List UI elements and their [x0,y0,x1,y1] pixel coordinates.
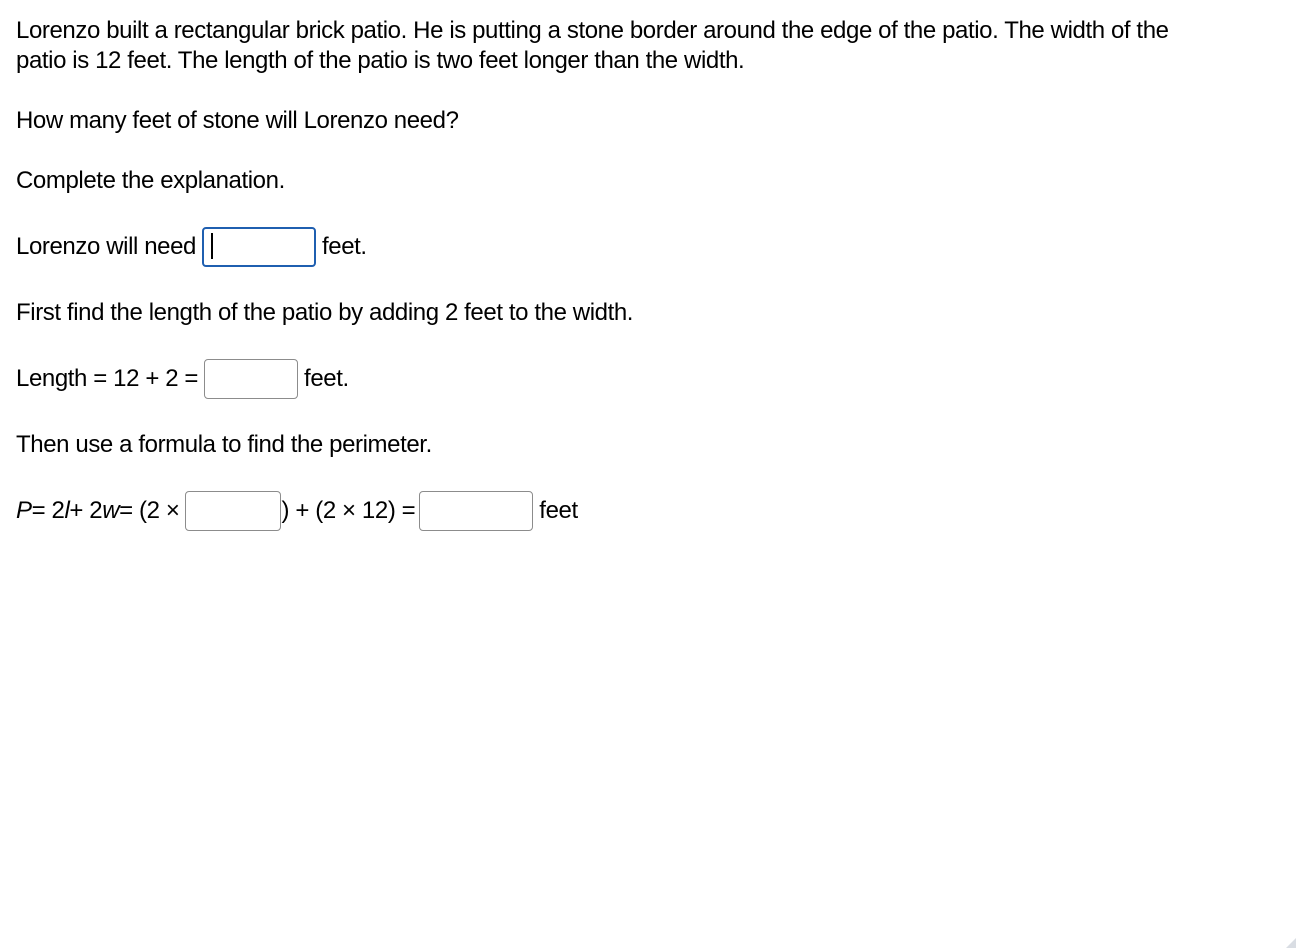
total-feet-input[interactable] [202,227,316,267]
formula-equals-2: = 2 [31,497,65,524]
formula-equals-open: = (2 × [119,497,180,524]
instruction-text: Complete the explanation. [16,167,285,194]
problem-prompt: Lorenzo built a rectangular brick patio. He is putting a stone border around the edge of the patio. The width of the patio is 12 feet. The length of the patio is two feet longer than the width. [16,17,1169,74]
answer-prefix: Lorenzo will need [16,233,196,260]
step1-text: First find the length of the patio by adding 2 feet to the width. [16,299,634,326]
resize-corner-icon [1286,938,1296,948]
formula-variable-w: w [102,497,120,524]
perimeter-input[interactable] [419,491,533,531]
length-suffix: feet. [304,365,349,392]
length-prefix: Length = 12 + 2 = [16,365,199,392]
formula-middle: ) + (2 × 12) = [281,497,416,524]
text-caret [211,233,213,259]
answer-line [16,227,367,267]
formula-plus-2: + 2 [69,497,103,524]
problem-question: How many feet of stone will Lorenzo need? [16,107,459,134]
answer-suffix: feet. [322,233,367,260]
formula-variable-p: P [16,497,32,524]
step2-text: Then use a formula to find the perimeter. [16,431,432,458]
perimeter-suffix: feet [539,497,578,524]
length-line [16,359,349,399]
perimeter-formula-line [16,491,578,531]
length-input[interactable] [204,359,298,399]
formula-length-input[interactable] [185,491,281,531]
formula-variable-l: l [64,497,70,524]
answer-input-wrap [196,227,322,267]
